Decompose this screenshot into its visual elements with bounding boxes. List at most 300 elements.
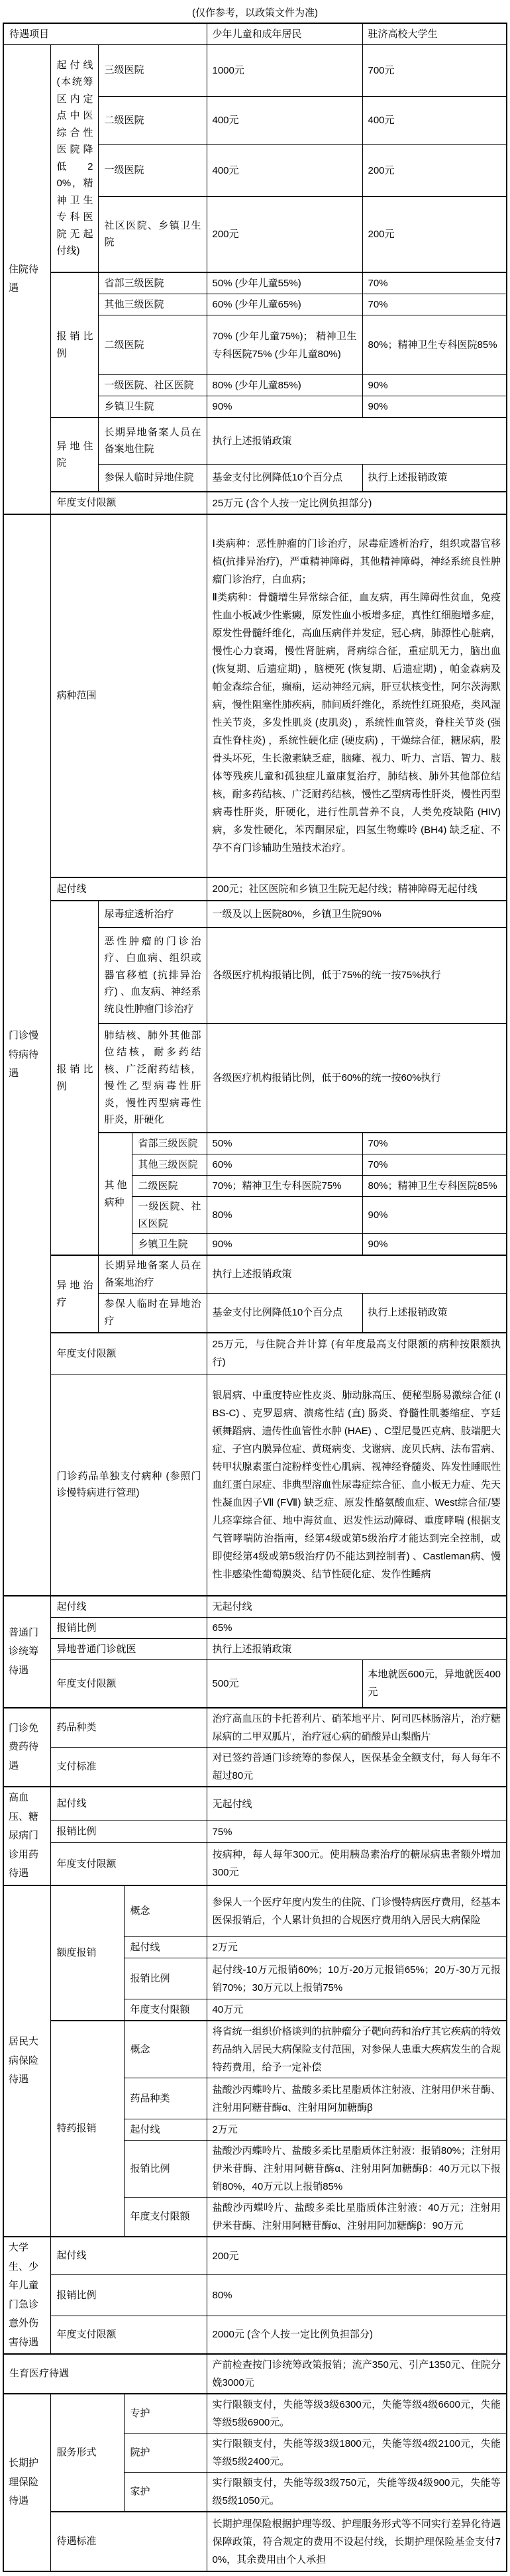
value-cell: [207, 1154, 362, 1176]
value-cell: [207, 375, 362, 396]
value-cell: [207, 1885, 507, 1937]
cell-paragraph: 其他病种: [104, 1180, 127, 1208]
cell-paragraph: 将省统一组织价格谈判的抗肿瘤分子靶向药和治疗其它疾病的特效药品纳入居民大病保险支付范围，对参保人患重大疾病发生的合规特药费用，给予一定补偿: [212, 2026, 501, 2073]
value-cell: [207, 2119, 507, 2141]
table-row: [3, 514, 507, 877]
cell-paragraph: 待遇标准: [56, 2536, 97, 2548]
cell-paragraph: 50%: [212, 1138, 232, 1149]
row-label-cell: [51, 1843, 207, 1885]
cell-paragraph: 二级医院: [104, 114, 144, 126]
value-cell: [207, 2354, 507, 2394]
cell-paragraph: 80%: [212, 2289, 232, 2301]
value-cell: [207, 1333, 507, 1374]
cell-paragraph: 参保人临时在异地治疗: [104, 1298, 201, 1327]
table-row: [3, 44, 507, 96]
cell-paragraph: 年度支付限额: [56, 1677, 117, 1689]
table-row: [3, 2512, 507, 2571]
cell-paragraph: 执行上述报销政策: [368, 472, 448, 484]
cell-paragraph: 驻济高校大学生: [368, 28, 438, 40]
cell-paragraph: 肺结核、肺外其他部位结核，耐多药结核、广泛耐药结核，慢性乙型病毒性肝炎，慢性丙型病毒性肝炎，肝硬化: [104, 1029, 201, 1126]
table-row: [3, 272, 507, 294]
value-cell: [207, 1639, 507, 1660]
row-label-cell: [99, 396, 207, 418]
cell-paragraph: 院护: [130, 2447, 150, 2459]
cell-paragraph: 基金支付比例降低10个百分点: [212, 472, 343, 484]
cell-paragraph: 报销比例: [56, 1826, 97, 1838]
cell-paragraph: 少年儿童和成年居民: [212, 28, 302, 40]
value-cell: [207, 1618, 507, 1639]
cell-paragraph: 90%: [212, 401, 232, 412]
row-label-cell: [99, 418, 207, 464]
row-label-cell: [51, 492, 207, 514]
cell-paragraph: 病种范围: [56, 690, 97, 702]
cell-paragraph: 起付线: [130, 2123, 160, 2135]
value-cell: [207, 144, 362, 196]
cell-paragraph: 一级医院: [104, 164, 144, 176]
row-label-cell: [125, 2021, 207, 2078]
row-label-cell: [51, 1639, 207, 1660]
value-cell: [207, 196, 362, 272]
row-label-cell: [51, 44, 99, 272]
row-label-cell: [125, 2141, 207, 2198]
row-label-cell: [51, 272, 99, 418]
value-cell: [207, 1958, 507, 1999]
cell-paragraph: 80%；精神卫生专科医院85%: [368, 339, 497, 351]
value-cell: [362, 396, 507, 418]
value-cell: [362, 196, 507, 272]
value-cell: [207, 2141, 507, 2198]
cell-paragraph: 长期异地备案人员在备案地治疗: [104, 1260, 201, 1288]
cell-paragraph: 700元: [368, 64, 395, 76]
cell-paragraph: 长期护理保险待遇: [8, 2457, 38, 2507]
row-label-cell: [362, 23, 507, 44]
row-label-cell: [51, 1374, 207, 1596]
value-cell: [207, 294, 362, 315]
table-row: [3, 1255, 507, 1293]
value-cell: [362, 1133, 507, 1154]
value-cell: [207, 1596, 507, 1618]
table-row: [3, 2354, 507, 2394]
cell-paragraph: 尿毒症透析治疗: [104, 908, 174, 920]
value-cell: [207, 1843, 507, 1885]
cell-paragraph: 60% (少年儿童65%): [212, 299, 301, 310]
cell-paragraph: 2000元 (含个人按一定比例负担部分): [212, 2329, 374, 2341]
cell-paragraph: 治疗高血压的卡托普利片、硝苯地平片、阿司匹林肠溶片，治疗糖尿病的二甲双胍片，治疗冠心病的硝酸异山梨酯片: [212, 1712, 501, 1742]
cell-paragraph: 一级及以上医院80%，乡镇卫生院90%: [212, 908, 382, 920]
cell-paragraph: 50% (少年儿童55%): [212, 278, 301, 289]
cell-paragraph: 报销比例: [56, 1622, 97, 1634]
value-cell: [207, 464, 362, 492]
cell-paragraph: 参保人临时异地住院: [104, 472, 194, 483]
cell-paragraph: 社区医院、乡镇卫生院: [104, 219, 201, 249]
cell-paragraph: 银屑病、中重度特应性皮炎、肺动脉高压、便秘型肠易激综合征 (IBS-C) 、克罗恩病、溃疡性结 (直) 肠炎、脊髓性肌萎缩症、亨廷顿舞蹈病、遗传性血管性水肿 (HAE) 、C型尼曼匹克病、肢端肥大症、子宫内膜异位症、黄斑病变、戈谢病、庞贝氏病、法布雷病、转甲状腺素蛋白淀粉样变性心肌病、视神经脊髓炎、阵发性睡眠性血红蛋白尿症、非典型溶血性尿毒症综合征、血小板无力症、先天性凝血因子Ⅶ (FⅦ) 缺乏症、原发性酪氨酸血症、West综合征/婴儿痉挛综合征、地中海贫血、迟发性运动障碍、重度哮喘 (根据支气管哮喘防治指南，经第4级或第5级治疗才能达到完全控制，或即使经第4级或第5级治疗仍不能达到控制者) 、Castleman病、慢性非感染性葡萄膜炎、结节性硬化症、发作性睡病: [212, 1389, 501, 1580]
cell-paragraph: 门诊免费药待遇: [8, 1722, 38, 1771]
cell-paragraph: 起付线 (本统筹区内定点中医综合性医院降低20%，精神卫生专科医院无起付线): [56, 59, 93, 257]
cell-paragraph: 200元: [368, 164, 395, 176]
cell-paragraph: 基金支付比例降低10个百分点: [212, 1307, 343, 1319]
table-row: [3, 1787, 507, 1821]
row-label-cell: [125, 1885, 207, 1937]
value-cell: [207, 1197, 362, 1234]
row-label-cell: [99, 927, 207, 1023]
value-cell: [207, 44, 362, 96]
value-cell: [207, 1937, 507, 1958]
value-cell: [362, 144, 507, 196]
row-label-cell: [132, 1176, 207, 1197]
cell-paragraph: Ⅰ类病种：恶性肿瘤的门诊治疗，尿毒症透析治疗，组织或器官移植(抗排异治疗)，严重精神障碍，其他精神障碍，神经系统良性肿瘤门诊治疗，白血病；: [212, 538, 501, 585]
category-cell: [3, 514, 51, 1596]
cell-paragraph: 90%: [212, 1239, 232, 1250]
row-label-cell: [99, 901, 207, 927]
cell-paragraph: 执行上述报销政策: [212, 1268, 292, 1280]
cell-paragraph: 门诊慢特病待遇: [8, 1030, 38, 1080]
cell-paragraph: 75%: [212, 1826, 232, 1838]
value-cell: [207, 1133, 362, 1154]
value-cell: [207, 396, 362, 418]
table-row: [3, 2394, 507, 2434]
cell-paragraph: 80%；精神卫生专科医院85%: [368, 1180, 497, 1192]
row-label-cell: [51, 2275, 207, 2316]
value-cell: [207, 2198, 507, 2237]
row-label-cell: [125, 2394, 207, 2434]
table-row: [3, 901, 507, 927]
row-label-cell: [51, 418, 99, 492]
value-cell: [362, 375, 507, 396]
category-cell: [3, 1885, 51, 2237]
value-cell: [207, 1023, 507, 1133]
cell-paragraph: 年度支付限额: [56, 2329, 117, 2341]
value-cell: [207, 1293, 362, 1333]
cell-paragraph: 其他三级医院: [138, 1158, 198, 1170]
row-label-cell: [51, 1618, 207, 1639]
row-label-cell: [99, 144, 207, 196]
table-row: [3, 1618, 507, 1639]
row-label-cell: [207, 23, 362, 44]
row-label-cell: [125, 2434, 207, 2473]
cell-paragraph: 高血压、糖尿病门诊用药待遇: [8, 1792, 38, 1879]
row-label-cell: [132, 1234, 207, 1256]
table-row: [3, 492, 507, 514]
row-label-cell: [99, 1023, 207, 1133]
cell-paragraph: 年度支付限额: [56, 1347, 117, 1359]
row-label-cell: [99, 1255, 207, 1293]
row-label-cell: [125, 2473, 207, 2512]
cell-paragraph: 年度支付限额: [56, 497, 117, 509]
value-cell: [362, 44, 507, 96]
cell-paragraph: 省部三级医院: [104, 277, 164, 289]
value-cell: [207, 1255, 507, 1293]
row-label-cell: [99, 294, 207, 315]
cell-paragraph: 专护: [130, 2408, 150, 2420]
row-label-cell: [51, 901, 99, 1255]
table-row: [3, 418, 507, 464]
cell-paragraph: 80%: [212, 1209, 232, 1221]
table-row: [3, 1374, 507, 1596]
row-label-cell: [3, 23, 207, 44]
value-cell: [207, 901, 507, 927]
value-cell: [362, 272, 507, 294]
value-cell: [207, 2021, 507, 2078]
value-cell: [207, 1748, 507, 1787]
value-cell: [207, 315, 362, 375]
value-cell: [207, 2473, 507, 2512]
row-label-cell: [132, 1154, 207, 1176]
cell-paragraph: 报销比例: [130, 1972, 170, 1984]
cell-paragraph: 年度支付限额: [130, 2003, 190, 2015]
row-label-cell: [99, 272, 207, 294]
table-row: [3, 2275, 507, 2316]
cell-paragraph: 70%: [368, 1138, 388, 1149]
cell-paragraph: 报销比例: [56, 331, 93, 359]
table-body: [3, 23, 507, 2571]
table-row: [3, 23, 507, 44]
row-label-cell: [132, 1197, 207, 1234]
cell-paragraph: 药品种类: [130, 2092, 170, 2104]
row-label-cell: [51, 1748, 207, 1787]
cell-paragraph: 起付线: [56, 1600, 87, 1612]
cell-paragraph: 各级医疗机构报销比例，低于60%的统一按60%执行: [212, 1072, 441, 1084]
category-cell: [3, 44, 51, 514]
row-label-cell: [99, 44, 207, 96]
table-row: [3, 877, 507, 901]
cell-paragraph: 服务形式: [56, 2447, 97, 2459]
cell-paragraph: 待遇项目: [9, 28, 49, 40]
cell-paragraph: 1000元: [212, 64, 244, 76]
cell-paragraph: 起付线: [56, 883, 87, 895]
row-label-cell: [51, 877, 207, 901]
row-label-cell: [125, 1958, 207, 1999]
row-label-cell: [51, 1596, 207, 1618]
cell-paragraph: 70%: [368, 1159, 388, 1170]
value-cell: [207, 2316, 507, 2354]
value-cell: [207, 1176, 362, 1197]
cell-paragraph: 长期异地备案人员在备案地住院: [104, 426, 201, 455]
row-label-cell: [51, 2512, 207, 2571]
cell-paragraph: 住院待遇: [8, 263, 38, 294]
row-label-cell: [125, 1999, 207, 2021]
table-row: [3, 1596, 507, 1618]
row-label-cell: [132, 1133, 207, 1154]
cell-paragraph: 执行上述报销政策: [368, 1307, 448, 1319]
row-label-cell: [99, 1133, 132, 1255]
category-cell: [3, 1596, 51, 1708]
cell-paragraph: 65%: [212, 1622, 232, 1634]
row-label-cell: [125, 2078, 207, 2119]
value-cell: [207, 1708, 507, 1748]
cell-paragraph: 恶性肿瘤的门诊治疗、白血病、组织或器官移植 (抗排异治疗) 、血友病、神经系统良性肿瘤门诊治疗: [104, 935, 201, 1015]
cell-paragraph: 二级医院: [138, 1180, 178, 1192]
value-cell: [362, 1176, 507, 1197]
cell-paragraph: 80% (少年儿童85%): [212, 380, 301, 391]
cell-paragraph: 报销比例: [56, 2289, 97, 2301]
value-cell: [207, 2078, 507, 2119]
cell-paragraph: 其他三级医院: [104, 298, 164, 310]
value-cell: [207, 2512, 507, 2571]
value-cell: [362, 96, 507, 144]
value-cell: [207, 1234, 362, 1256]
cell-paragraph: 70%；精神卫生专科医院75%: [212, 1180, 342, 1192]
row-label-cell: [99, 196, 207, 272]
value-cell: [207, 1787, 507, 1821]
value-cell: [362, 294, 507, 315]
cell-paragraph: 报销比例: [56, 1064, 93, 1092]
cell-paragraph: 年度支付限额: [130, 2211, 190, 2223]
row-label-cell: [51, 2237, 207, 2275]
value-cell: [362, 1660, 507, 1708]
cell-paragraph: 90%: [368, 401, 388, 412]
cell-paragraph: 生育医疗待遇: [9, 2368, 69, 2380]
cell-paragraph: 盐酸沙丙蝶呤片、盐酸多柔比星脂质体注射液：40万元；注射用伊米苷酶、注射用阿糖苷酶α、注射用阿加糖酶β：90万元: [212, 2202, 501, 2231]
value-cell: [207, 2394, 507, 2434]
value-cell: [207, 514, 507, 877]
value-cell: [207, 492, 507, 514]
cell-paragraph: 起付线-10万元报销60%；10万-20万元报销65%；20万-30万元报销70%；30万元以上报销75%: [212, 1964, 501, 1993]
row-label-cell: [51, 2316, 207, 2354]
cell-paragraph: 实行限额支付，失能等级3级6300元，失能等级4级6600元，失能等级5级6900元。: [212, 2399, 501, 2428]
cell-paragraph: 年度支付限额: [56, 1858, 117, 1870]
cell-paragraph: 各级医疗机构报销比例，低于75%的统一按75%执行: [212, 970, 441, 981]
cell-paragraph: 400元: [368, 115, 395, 126]
value-cell: [207, 2275, 507, 2316]
category-cell: [3, 2394, 51, 2571]
cell-paragraph: 2万元: [212, 2124, 238, 2135]
cell-paragraph: 400元: [212, 115, 239, 126]
cell-paragraph: 盐酸沙丙蝶呤片、盐酸多柔比星脂质体注射液、注射用伊米苷酶、注射用阿糖苷酶α、注射用阿加糖酶β: [212, 2084, 501, 2113]
cell-paragraph: 产前检查按门诊统筹政策报销；流产350元、引产1350元、住院分娩3000元: [212, 2359, 501, 2388]
cell-paragraph: 概念: [130, 2043, 150, 2055]
category-cell: [3, 1708, 51, 1787]
value-cell: [207, 1821, 507, 1843]
row-label-cell: [125, 1937, 207, 1958]
cell-paragraph: 异地普通门诊就医: [56, 1643, 136, 1655]
row-label-cell: [99, 464, 207, 492]
category-cell: [3, 2237, 51, 2354]
cell-paragraph: 200元: [368, 228, 395, 240]
cell-paragraph: 40万元: [212, 2004, 244, 2015]
cell-paragraph: 本地就医600元，异地就医400元: [368, 1669, 501, 1699]
cell-paragraph: 家护: [130, 2486, 150, 2498]
cell-paragraph: 2万元: [212, 1942, 238, 1953]
value-cell: [362, 315, 507, 375]
value-cell: [207, 2237, 507, 2275]
category-cell: [3, 1787, 51, 1885]
cell-paragraph: 实行限额支付，失能等级3级750元，失能等级4级900元，失能等级5级1050元。: [212, 2477, 501, 2506]
cell-paragraph: 异地住院: [56, 440, 93, 469]
cell-paragraph: 二级医院: [104, 339, 144, 351]
value-cell: [207, 96, 362, 144]
cell-paragraph: 执行上述报销政策: [212, 435, 292, 447]
table-row: [3, 1748, 507, 1787]
cell-paragraph: 一级医院、社区医院: [104, 379, 194, 391]
cell-paragraph: 报销比例: [130, 2162, 170, 2174]
cell-paragraph: 无起付线: [212, 1798, 252, 1810]
cell-paragraph: 概念: [130, 1905, 150, 1917]
cell-paragraph: 一级医院、社区医院: [138, 1201, 201, 1229]
value-cell: [207, 927, 507, 1023]
cell-paragraph: 实行限额支付，失能等级3级1800元，失能等级4级2100元，失能等级5级2400元。: [212, 2438, 501, 2467]
cell-paragraph: 400元: [212, 164, 239, 176]
table-row: [3, 1843, 507, 1885]
cell-paragraph: 特药报销: [56, 2123, 97, 2135]
cell-paragraph: 执行上述报销政策: [212, 1644, 292, 1655]
cell-paragraph: 异地治疗: [56, 1280, 93, 1308]
row-label-cell: [51, 1885, 125, 2021]
row-label-cell: [51, 1660, 207, 1708]
cell-paragraph: 起付线: [56, 2250, 87, 2262]
cell-paragraph: 70% (少年儿童75%)； 精神卫生专科医院75% (少年儿童80%): [212, 330, 357, 360]
table-row: [3, 2316, 507, 2354]
cell-paragraph: 起付线: [130, 1941, 160, 1953]
cell-paragraph: 起付线: [56, 1798, 87, 1810]
table-row: [3, 2021, 507, 2078]
cell-paragraph: 200元: [212, 228, 239, 240]
row-label-cell: [99, 375, 207, 396]
cell-paragraph: 60%: [212, 1159, 232, 1170]
cell-paragraph: 对已签约普通门诊统筹的参保人，医保基金全额支付，每人每年不超过80元: [212, 1752, 501, 1781]
value-cell: [207, 1374, 507, 1596]
cell-paragraph: 25万元，与住院合并计算 (有年度最高支付限额的病种按限额执行): [212, 1339, 501, 1369]
row-label-cell: [51, 2394, 125, 2512]
cell-paragraph: 长期护理保险根据护理等级、护理服务形式等不同实行差异化待遇保障政策，符合规定的费用不设起付线，长期护理保险基金支付70%，其余费用由个人承担: [212, 2518, 501, 2565]
cell-paragraph: 25万元 (含个人按一定比例负担部分): [212, 497, 372, 509]
value-cell: [207, 1660, 362, 1708]
value-cell: [362, 1197, 507, 1234]
cell-paragraph: 乡镇卫生院: [104, 400, 154, 412]
cell-paragraph: 200元: [212, 2250, 239, 2262]
value-cell: [362, 1154, 507, 1176]
cell-paragraph: 500元: [212, 1677, 239, 1689]
cell-paragraph: 大学生、少年儿童门急诊意外伤害待遇: [8, 2242, 38, 2348]
row-label-cell: [51, 1821, 207, 1843]
cell-paragraph: 参保人一个医疗年度内发生的住院、门诊慢特病医疗费用，经基本医保报销后，个人累计负担的合规医疗费用纳入居民大病保险: [212, 1896, 501, 1926]
row-label-cell: [99, 96, 207, 144]
table-row: [3, 2237, 507, 2275]
table-row: [3, 1333, 507, 1374]
cell-paragraph: 普通门诊统筹待遇: [8, 1626, 38, 1676]
table-row: [3, 1885, 507, 1937]
cell-paragraph: 无起付线: [212, 1601, 252, 1612]
value-cell: [207, 1999, 507, 2021]
value-cell: [207, 877, 507, 901]
cell-paragraph: 90%: [368, 380, 388, 391]
cell-paragraph: 乡镇卫生院: [138, 1238, 188, 1250]
cell-paragraph: 支付标准: [56, 1761, 97, 1773]
row-label-cell: [125, 2198, 207, 2237]
table-row: [3, 1639, 507, 1660]
row-label-cell: [51, 2021, 125, 2237]
cell-paragraph: 门诊药品单独支付病种 (参照门诊慢特病进行管理): [56, 1470, 201, 1499]
benefits-table: [3, 23, 507, 2572]
value-cell: [207, 418, 507, 464]
row-label-cell: [51, 1255, 99, 1333]
row-label-cell: [99, 315, 207, 375]
value-cell: [207, 2434, 507, 2473]
cell-paragraph: 盐酸沙丙蝶呤片、盐酸多柔比星脂质体注射液：报销80%；注射用伊米苷酶、注射用阿糖苷酶α、注射用阿加糖酶β：40万元以下报销80%，40万元以上报销85%: [212, 2145, 501, 2192]
value-cell: [207, 272, 362, 294]
cell-paragraph: 90%: [368, 1239, 388, 1250]
row-label-cell: [51, 514, 207, 877]
row-label-cell: [51, 1708, 207, 1748]
value-cell: [362, 464, 507, 492]
cell-paragraph: 三级医院: [104, 64, 144, 76]
cell-paragraph: 按病种，每人每年300元。使用胰岛素治疗的糖尿病患者额外增加300元: [212, 1849, 501, 1879]
table-row: [3, 1708, 507, 1748]
value-cell: [362, 1234, 507, 1256]
cell-paragraph: 省部三级医院: [138, 1137, 198, 1149]
row-label-cell: [51, 1787, 207, 1821]
cell-paragraph: 200元；社区医院和乡镇卫生院无起付线；精神障碍无起付线: [212, 883, 478, 895]
cell-paragraph: Ⅱ类病种：骨髓增生异常综合征，血友病，再生障碍性贫血，免疫性血小板减少性紫癜，原发性血小板增多症，真性红细胞增多症，原发性骨髓纤维化，高血压病伴并发症，冠心病，肺源性心脏病，慢性心力衰竭，慢性肾脏病，肾病综合征，重症肌无力，脑出血 (恢复期、后遗症期) ，脑梗死 (恢复期、后遗症期) ，帕金森病及帕金森综合征，癫痫，运动神经元病，肝豆状核变性，阿尔茨海默病，慢性阻塞性肺疾病，肺间质纤维化，系统性红斑狼疮，类风湿性关节炎，多发性肌炎 (皮肌炎) ，系统性血管炎，脊柱关节炎 (强直性脊柱炎) ，系统性硬化症 (硬皮病) ，干燥综合征，糖尿病，股骨头坏死，生长激素缺乏症，脑瘫、视力、听力、言语、智力、肢体等残疾儿童和孤独症儿童康复治疗，肺结核、肺外其他部位结核，耐多药结核、广泛耐药结核，慢性乙型病毒性肝炎，慢性丙型病毒性肝炎，肝硬化，进行性肌营养不良，人类免疫缺陷 (HIV) 病，多发性硬化，苯丙酮尿症，四氢生物蝶呤 (BH4) 缺乏症、不孕不育门诊辅助生殖技术治疗。: [212, 592, 501, 854]
